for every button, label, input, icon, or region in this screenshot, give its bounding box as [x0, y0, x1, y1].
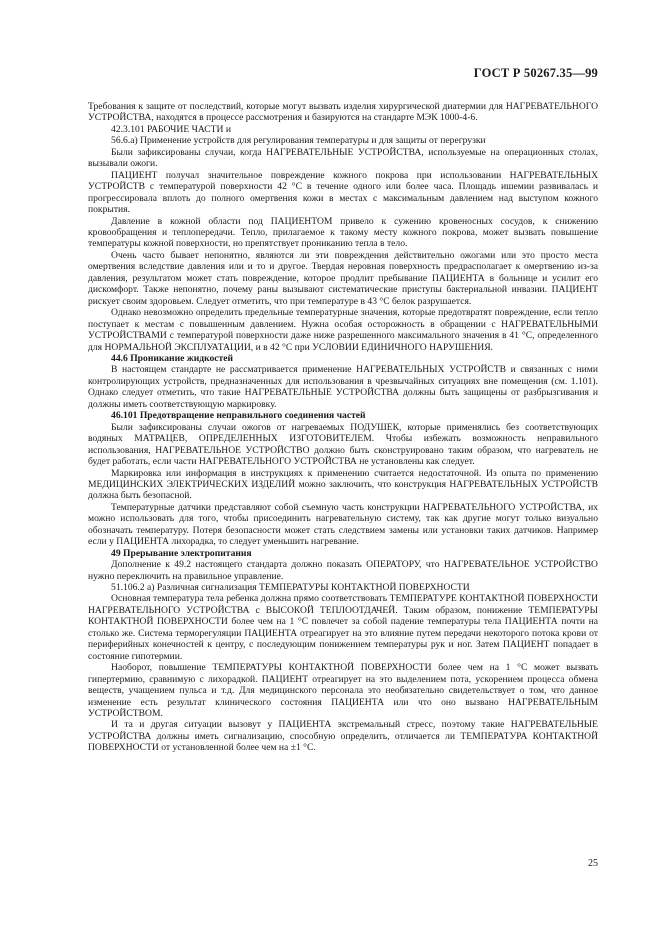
paragraph: Основная температура тела ребенка должна прямо соответствовать ТЕМПЕРАТУРЕ КОНТАКТНОЙ ПОВЕРХНОСТИ НАГРЕВАТЕЛЬНОГО УСТРОЙСТВА с ВЫСОКОЙ ТЕПЛООТДАЧЕЙ. Таким образом, понижение ТЕМПЕРАТУРЫ КОНТАКТНОЙ ПОВЕРХНОСТИ более чем на 1 °С повлечет за собой падение температуры тела ПАЦИЕНТА почти на столько же. Система терморегуляции ПАЦИЕНТА отреагирует на это влияние путем передачи некоторого потока крови от периферийных конечностей к центру, с последующим понижением температуры рук и ног. Затем ПАЦИЕНТ попадает в состояние гипотермии. — [88, 593, 598, 662]
section-heading: 46.101 Предотвращение неправильного соединения частей — [111, 410, 366, 422]
paragraph: Были зафиксированы случаи ожогов от нагреваемых ПОДУШЕК, которые применялись без соответствующих водяных МАТРАЦЕВ, ОПРЕДЕЛЕННЫХ ИЗГОТОВИТЕЛЕМ. Чтобы избежать возможность неправильного использования, НАГРЕВАТЕЛЬНОЕ УСТРОЙСТВО должно быть сконструировано таким образом, что нагреватель не будет работать, если части НАГРЕВАТЕЛЬНОГО УСТРОЙСТВА не установлены как следует. — [88, 421, 598, 468]
paragraph: Температурные датчики представляют собой съемную часть конструкции НАГРЕВАТЕЛЬНОГО УСТРОЙСТВА, их можно использовать для того, чтобы присоединить нагревательную систему, так как другие могут только визуально обозначать температуру. Потеря безопасности может стать следствием замены или установки таких датчиков. Например если у ПАЦИЕНТА лихорадка, то следует уменьшить нагревание. — [88, 501, 598, 548]
page-number: 25 — [588, 858, 598, 869]
paragraph: Маркировка или информация в инструкциях к применению считается недостаточной. Из опыта по применению МЕДИЦИНСКИХ ЭЛЕКТРИЧЕСКИХ ИЗДЕЛИЙ можно заключить, что конструкция НАГРЕВАТЕЛЬНЫХ УСТРОЙСТВ должна быть безопасной. — [88, 467, 598, 502]
section-heading: 44.6 Проникание жидкостей — [111, 352, 234, 364]
section-heading: 49 Прерывание электропитания — [111, 547, 252, 559]
paragraph: Очень часто бывает непонятно, являются ли эти повреждения действительно ожогами или это просто места омертвения вследствие давления или и то и другое. Твердая неровная поверхность предрасполагает к омертвению из-за давления, результатом может стать повреждение, которое продлит пребывание ПАЦИЕНТА в больнице и усилит его дискомфорт. Также непонятно, почему раны вызывают систематические приступы бактериальной инвазии. ПАЦИЕНТ рискует своим здоровьем. Следует отметить, что при температуре в 43 °С белок разрушается. — [88, 249, 598, 307]
paragraph: Давление в кожной области под ПАЦИЕНТОМ привело к сужению кровеносных сосудов, к снижению кровообращения и теплопередачи. Тепло, прилагаемое к такому месту кожного покрова, может вызвать повышение температуры кожной поверхности, но препятствует прониканию тепла в тело. — [88, 215, 598, 250]
paragraph: И та и другая ситуации вызовут у ПАЦИЕНТА экстремальный стресс, поэтому такие НАГРЕВАТЕЛЬНЫЕ УСТРОЙСТВА должны иметь сигнализацию, способную определить, отличается ли ТЕМПЕРАТУРА КОНТАКТНОЙ ПОВЕРХНОСТИ от установленной более чем на ±1 °С. — [88, 719, 598, 754]
paragraph: ПАЦИЕНТ получал значительное повреждение кожного покрова при использовании НАГРЕВАТЕЛЬНЫХ УСТРОЙСТВ с температурой поверхности 42 °С в течение одного или более часа. Площадь ишемии развивалась и прогрессировала вплоть до полного омертвения кожи в местах с максимальным давлением над выступом кожного покрытия. — [88, 169, 598, 216]
section-ref: 56.6.а) Применение устройств для регулирования температуры и для защиты от перегрузки — [111, 135, 486, 147]
paragraph: Требования к защите от последствий, которые могут вызвать изделия хирургической диатермии для НАГРЕВАТЕЛЬНОГО УСТРОЙСТВА, находятся в процессе рассмотрения и базируются на стандарте МЭК 1000-4-6. — [88, 101, 598, 124]
paragraph: В настоящем стандарте не рассматривается применение НАГРЕВАТЕЛЬНЫХ УСТРОЙСТВ и связанных с ними контролирующих устройств, предназначенных для использования в чрезвычайных ситуациях вне помещения (см. 1.101). Однако следует отметить, что такие НАГРЕВАТЕЛЬНЫЕ УСТРОЙСТВА должны быть защищены от разбрызгивания и должны иметь соответствующую маркировку. — [88, 364, 598, 410]
section-ref: 51.106.2 а) Различная сигнализация ТЕМПЕРАТУРЫ КОНТАКТНОЙ ПОВЕРХНОСТИ — [111, 582, 470, 594]
standard-header: ГОСТ Р 50267.35—99 — [473, 66, 598, 80]
paragraph: Были зафиксированы случаи, когда НАГРЕВАТЕЛЬНЫЕ УСТРОЙСТВА, используемые на операционных столах, вызывали ожоги. — [88, 146, 598, 170]
paragraph: Дополнение к 49.2 настоящего стандарта должно показать ОПЕРАТОРУ, что НАГРЕВАТЕЛЬНОЕ УСТРОЙСТВО нужно переключить на правильное управление. — [88, 559, 598, 582]
document-body — [88, 101, 598, 754]
paragraph: Однако невозможно определить предельные температурные значения, которые предотвратят повреждение, если тепло поступает к местам с повышенным давлением. Нужна особая осторожность в обращении с НАГРЕВАТЕЛЬНЫМИ УСТРОЙСТВАМИ с температурой поверхности даже ниже разрешенного максимального значения в 41 °С, определенного для НОРМАЛЬНОЙ ЭКСПЛУАТАЦИИ, и в 42 °С при УСЛОВИИ ЕДИНИЧНОГО НАРУШЕНИЯ. — [88, 307, 598, 353]
paragraph: Наоборот, повышение ТЕМПЕРАТУРЫ КОНТАКТНОЙ ПОВЕРХНОСТИ более чем на 1 °С может вызвать гипертермию, сравнимую с лихорадкой. ПАЦИЕНТ отреагирует на это выделением пота, ускорением процесса обмена веществ, учащением пульса и т.д. Для медицинского персонала это необязательно свидетельствует о том, что данное изменение есть результат клинического состояния ПАЦИЕНТА или что оно вызвано НАГРЕВАТЕЛЬНЫМ УСТРОЙСТВОМ. — [88, 662, 598, 720]
section-ref: 42.3.101 РАБОЧИЕ ЧАСТИ и — [111, 123, 232, 135]
